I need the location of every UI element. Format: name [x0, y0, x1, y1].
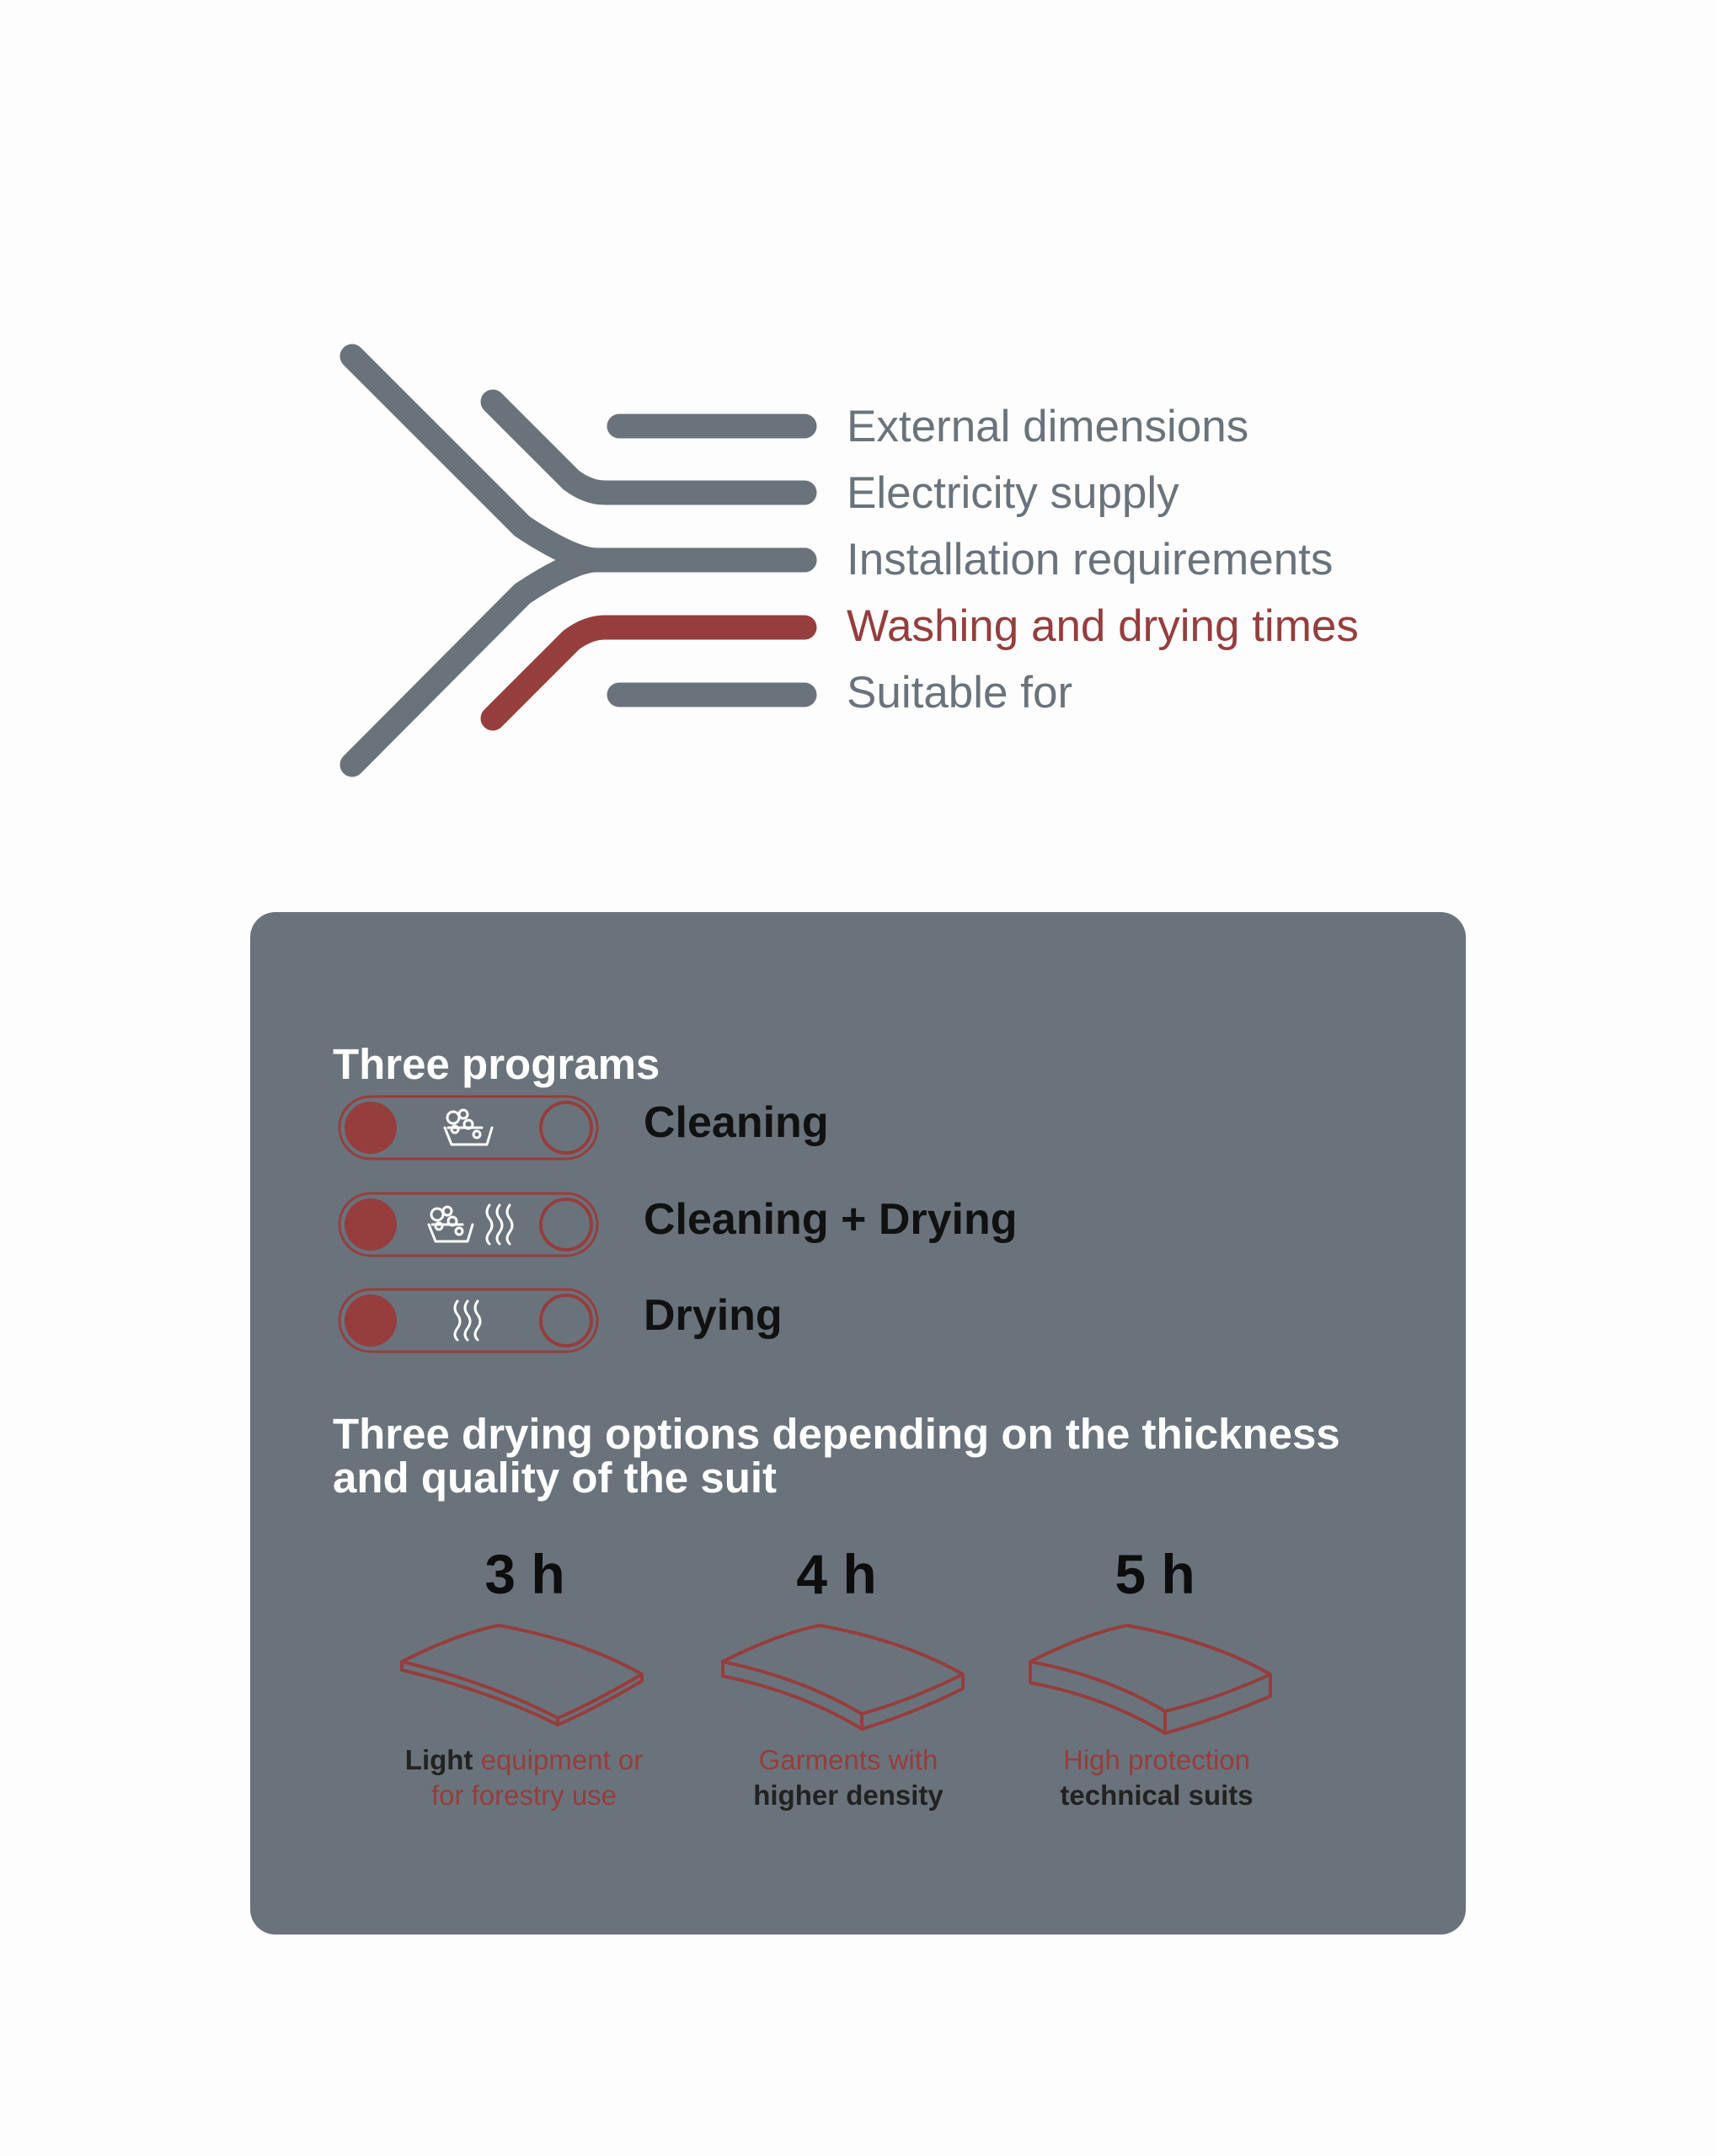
- washing-tub-icon: [429, 1207, 473, 1241]
- programs-heading: Three programs: [333, 1040, 660, 1088]
- caption-3h-red-2: for forestry use: [430, 1780, 617, 1811]
- thick-fabric-icon: [1026, 1624, 1279, 1742]
- drying-time-4h: 4 h: [796, 1543, 877, 1605]
- drying-caption-4h: [714, 1742, 983, 1813]
- caption-5h-red-1: High protection: [1063, 1744, 1250, 1775]
- toggle-knob-filled: [345, 1102, 397, 1154]
- drying-caption-3h: [389, 1742, 659, 1813]
- drying-time-3h: 3 h: [484, 1543, 565, 1605]
- menu-item-washing-drying-times[interactable]: Washing and drying times: [847, 601, 1359, 651]
- program-label-drying: Drying: [644, 1291, 783, 1340]
- drying-time-5h: 5 h: [1115, 1543, 1195, 1605]
- menu-item-suitable-for[interactable]: Suitable for: [847, 668, 1073, 718]
- medium-fabric-icon: [719, 1624, 971, 1737]
- drying-options-heading-line1: Three drying options depending on the thickness: [333, 1410, 1340, 1458]
- toggle-knob-filled: [345, 1198, 397, 1251]
- toggle-knob-empty: [541, 1295, 591, 1346]
- caption-4h-red-1: Garments with: [758, 1744, 938, 1775]
- drying-caption-5h: [1022, 1742, 1291, 1813]
- caption-3h-dark-1: Light: [404, 1744, 473, 1775]
- program-toggle-drying[interactable]: [338, 1288, 599, 1353]
- heat-waves-icon: [487, 1205, 512, 1244]
- program-toggle-cleaning[interactable]: [338, 1095, 599, 1161]
- washing-tub-icon: [445, 1110, 492, 1145]
- caption-5h-dark-2: technical suits: [1060, 1780, 1254, 1811]
- program-label-cleaning-drying: Cleaning + Drying: [644, 1195, 1018, 1244]
- program-toggle-cleaning-drying[interactable]: [338, 1192, 599, 1257]
- thin-fabric-icon: [398, 1624, 650, 1733]
- toggle-knob-empty: [541, 1102, 591, 1153]
- heat-waves-icon: [455, 1301, 480, 1340]
- drying-options-heading-line2: and quality of the suit: [333, 1454, 778, 1502]
- caption-3h-red-1: equipment or: [473, 1744, 644, 1775]
- toggle-knob-empty: [541, 1199, 591, 1250]
- washing-drying-info-panel: [250, 912, 1466, 1935]
- caption-4h-dark-2: higher density: [753, 1780, 944, 1811]
- menu-item-electricity-supply[interactable]: Electricity supply: [847, 468, 1179, 518]
- menu-item-external-dimensions[interactable]: External dimensions: [847, 402, 1249, 451]
- program-label-cleaning: Cleaning: [644, 1098, 829, 1147]
- menu-item-installation-requirements[interactable]: Installation requirements: [847, 535, 1334, 584]
- toggle-knob-filled: [345, 1294, 397, 1347]
